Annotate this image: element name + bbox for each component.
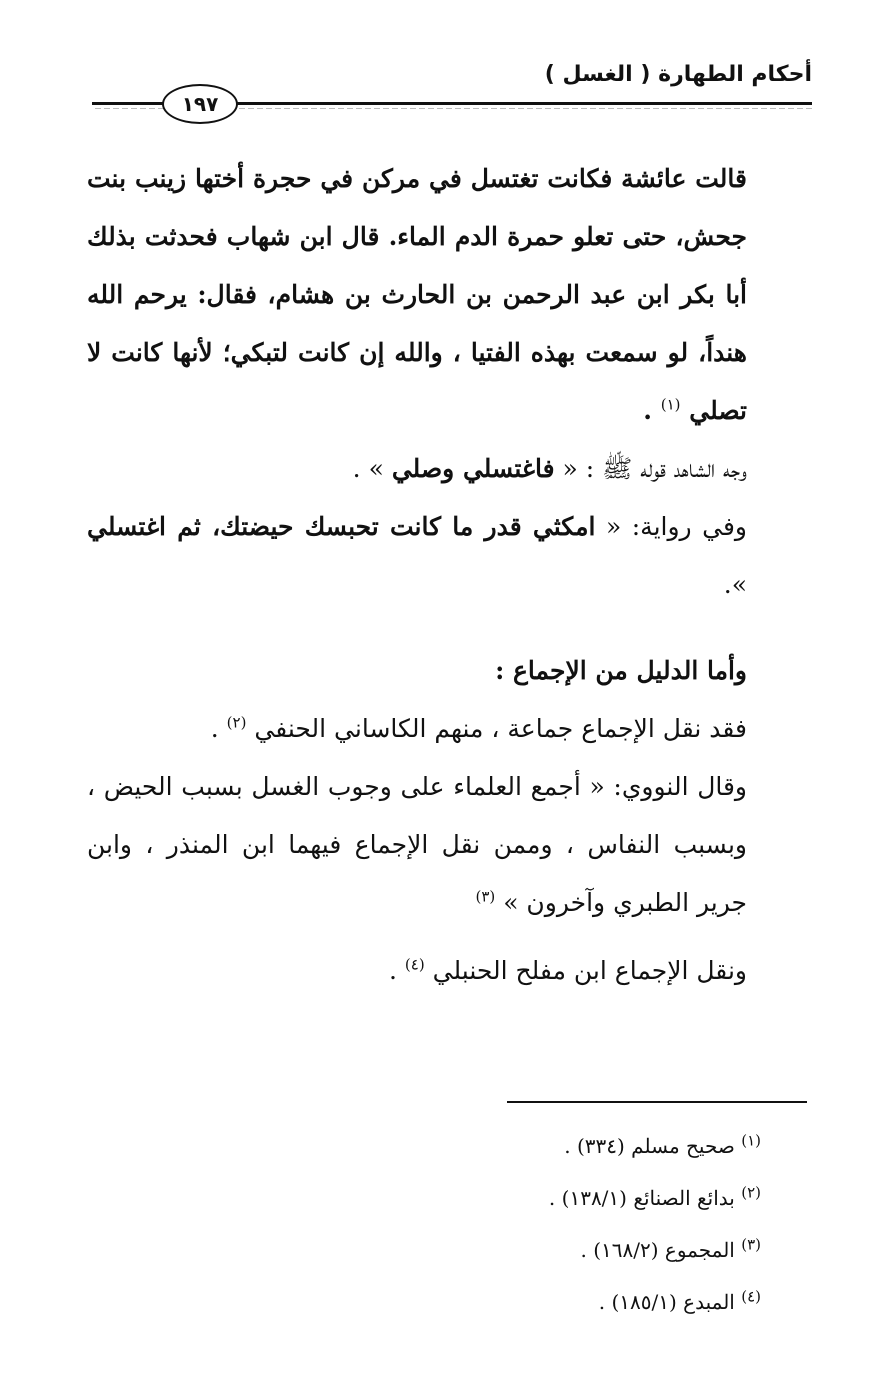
evidence-paragraph — [87, 440, 807, 498]
footnote-number: (٤) — [741, 1287, 761, 1306]
evidence-quote: فاغتسلي وصلي — [391, 454, 555, 483]
footnote-ref-3: (٣) — [475, 887, 496, 906]
footnote-separator — [507, 1101, 807, 1103]
footnote-text: صحيح مسلم (٣٣٤) . — [564, 1134, 735, 1158]
nawawi-paragraph — [87, 758, 807, 932]
footnote-text: المجموع (١٦٨/٢) . — [580, 1238, 735, 1262]
footnote-text: بدائع الصنائع (١٣٨/١) . — [548, 1186, 735, 1210]
evidence-lead: وجه الشاهد قوله ﷺ : « — [562, 454, 747, 483]
running-header — [92, 62, 812, 122]
footnote-text: المبدع (١٨٥/١) . — [598, 1290, 735, 1314]
hadith-text: قالت عائشة فكانت تغتسل في مركن في حجرة أختها زينب بنت جحش، حتى تعلو حمرة الدم الماء. قال ابن شهاب فحدثت بذلك أبا بكر ابن عبد الرحمن بن الحارث بن هشام، فقال: يرحم الله هنداً، لو سمعت بهذه الفتيا ، والله إن كانت لتبكي؛ لأنها كانت لا تصلي — [87, 164, 747, 425]
footnote-number: (٢) — [741, 1183, 761, 1202]
footnote-4 — [261, 1276, 761, 1328]
body-text — [87, 150, 807, 1000]
footnote-ref-1: (١) — [660, 395, 681, 414]
footnote-1 — [261, 1120, 761, 1172]
hadith-paragraph: قالت عائشة فكانت تغتسل في مركن في حجرة أختها زينب بنت جحش، حتى تعلو حمرة الدم الماء. قال ابن شهاب فحدثت بذلك أبا بكر ابن عبد الرحمن بن الحارث بن هشام، فقال: يرحم الله هنداً، لو سمعت بهذه الفتيا ، والله إن كانت لتبكي؛ لأنها كانت لا تصلي $^{(١)}$ . — [87, 164, 747, 425]
header-title: أحكام الطهارة ( الغسل ) — [544, 62, 812, 87]
narration-paragraph — [87, 498, 807, 614]
ibn-muflih-paragraph: ونقل الإجماع ابن مفلح الحنبلي $^{(٤)}$ . — [389, 955, 747, 985]
section-heading: وأما الدليل من الإجماع : — [495, 656, 747, 685]
consensus-text: فقد نقل الإجماع جماعة ، منهم الكاساني الحنفي — [254, 714, 747, 743]
footnote-2 — [261, 1172, 761, 1224]
footnote-number: (٣) — [741, 1235, 761, 1254]
narration-tail: ». — [723, 570, 747, 599]
footnote-number: (١) — [741, 1131, 761, 1150]
ibn-muflih-text: ونقل الإجماع ابن مفلح الحنبلي — [432, 956, 747, 985]
footnotes — [261, 1120, 761, 1328]
footnote-ref-2: (٢) — [226, 713, 247, 732]
narration-lead: وفي رواية: « — [605, 512, 747, 541]
narration-quote: امكثي قدر ما كانت تحبسك حيضتك، ثم اغتسلي — [87, 512, 596, 541]
nawawi-text: وقال النووي: « أجمع العلماء على وجوب الغسل بسبب الحيض ، وبسبب النفاس ، وممن نقل الإجماع فيهما ابن المنذر ، وابن جرير الطبري وآخرون » — [87, 772, 747, 917]
consensus-paragraph: فقد نقل الإجماع جماعة ، منهم الكاساني الحنفي $^{(٢)}$ . — [210, 713, 747, 743]
footnote-ref-4: (٤) — [404, 955, 425, 974]
evidence-tail: » . — [352, 454, 384, 483]
footnote-3 — [261, 1224, 761, 1276]
page-number: ١٩٧ — [162, 84, 238, 124]
